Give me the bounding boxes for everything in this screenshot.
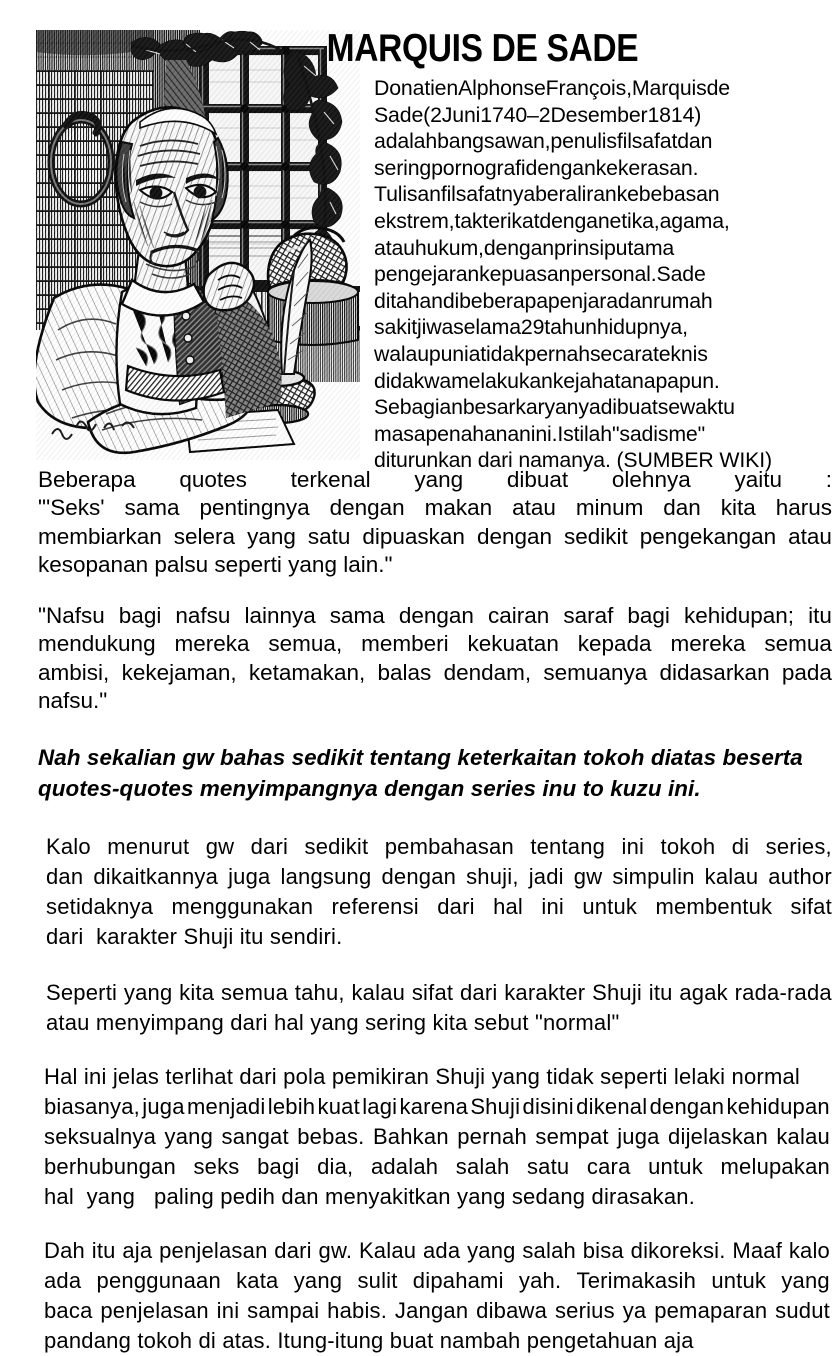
intro-line: DonatienAlphonseFrançois,Marquisde [374, 76, 730, 100]
body-paragraph-three [38, 1062, 832, 1212]
intro-line: Sade(2Juni1740–2Desember1814) [374, 102, 702, 127]
body-four-line: pandang tokoh di atas. Itung-itung buat nambah pengetahuan aja [44, 1328, 694, 1353]
intro-line: sakitjiwaselama29tahunhidupnya, [374, 315, 688, 340]
body-one-line: dan dikaitkannya juga langsung dengan shuji, jadi gw simpulin kalau author [46, 864, 832, 889]
body-three-line: seksualnya yang sangat bebas. Bahkan pernah sempat juga dijelaskan kalau [44, 1124, 830, 1149]
intro-line: didakwamelakukankejahatanapapun. [374, 368, 720, 393]
body-four-line: ada penggunaan kata yang sulit dipahami yah. Terimakasih untuk yang [44, 1268, 830, 1293]
intro-line: masapenahananini.Istilah"sadisme" [374, 421, 706, 446]
page-title: MARQUIS DE SADE [326, 27, 639, 70]
quotes-intro-line: "'Seks' sama pentingnya dengan makan atau minum dan kita harus [38, 495, 832, 521]
body-one-line: dari karakter Shuji itu sendiri. [46, 924, 343, 949]
body-three-line: Hal ini jelas terlihat dari pola pemikiran Shuji yang tidak seperti lelaki normal [44, 1064, 801, 1089]
body-three-line: berhubungan seks bagi dia, adalah salah satu cara untuk melupakan [44, 1154, 830, 1179]
intro-line: ekstrem,takterikatdenganetika,agama, [374, 208, 730, 233]
quote-two-block [38, 602, 832, 716]
body-three-line: biasanya, juga menjadi lebih kuat lagi karena Shuji disini dikenal dengan kehidupan [44, 1094, 830, 1119]
body-paragraph-one [38, 832, 832, 952]
intro-line: atauhukum,denganprinsiputama [374, 235, 675, 260]
body-four-line: baca penjelasan ini sampai habis. Jangan dibawa serius ya pemaparan sudut [44, 1298, 830, 1323]
intro-line: pengejarankepuasanpersonal.Sade [374, 262, 706, 287]
author-note-block [38, 742, 832, 804]
quotes-intro-block [38, 466, 832, 580]
quote-two-line: nafsu." [38, 688, 108, 714]
quotes-intro-line: membiarkan selera yang satu dipuaskan dengan sedikit pengekangan atau [38, 523, 832, 549]
intro-line: Sebagianbesarkaryanyadibuatsewaktu [374, 395, 735, 420]
quote-two-line: ambisi, kekejaman, ketamakan, balas dendam, semuanya didasarkan pada [38, 659, 832, 685]
body-two-line: atau menyimpang dari hal yang sering kita sebut "normal" [46, 1010, 620, 1035]
body-three-line: hal yang paling pedih dan menyakitkan yang sedang dirasakan. [44, 1184, 696, 1209]
quotes-intro-line: Beberapa quotes terkenal yang dibuat olehnya yaitu : [38, 467, 832, 492]
body-two-line: Seperti yang kita semua tahu, kalau sifat dari karakter Shuji itu agak rada-rada [46, 980, 832, 1005]
quote-two-line: "Nafsu bagi nafsu lainnya sama dengan cairan saraf bagi kehidupan; itu [38, 602, 832, 628]
author-note-line: quotes-quotes menyimpangnya dengan series inu to kuzu ini. [38, 776, 701, 801]
body-one-line: setidaknya menggunakan referensi dari hal ini untuk membentuk sifat [46, 894, 832, 919]
intro-line: diturunkan dari namanya. (SUMBER WIKI) [374, 448, 772, 473]
author-note-line: Nah sekalian gw bahas sedikit tentang keterkaitan tokoh diatas beserta [38, 745, 803, 770]
intro-line: ditahandibeberapapenjaradanrumah [374, 288, 713, 313]
marquis-de-sade-engraving-image [36, 30, 360, 460]
quote-two-line: mendukung mereka semua, memberi kekuatan kepada mereka semua [38, 631, 832, 657]
quotes-intro-line: kesopanan palsu seperti yang lain." [38, 552, 393, 578]
intro-line: walaupuniatidakpernahsecarateknis [374, 341, 708, 366]
body-section [38, 466, 832, 1356]
body-one-line: Kalo menurut gw dari sedikit pembahasan tentang ini tokoh di series, [46, 834, 832, 859]
body-paragraph-two [38, 978, 832, 1038]
body-paragraph-four [38, 1236, 832, 1356]
intro-line: Tulisanfilsafatnyaberalirankebebasan [374, 182, 720, 207]
header-section [36, 28, 836, 474]
intro-line: adalahbangsawan,penulisfilsafatdan [374, 129, 713, 154]
intro-line: seringpornografidengankekerasan. [374, 155, 699, 180]
body-four-line: Dah itu aja penjelasan dari gw. Kalau ada yang salah bisa dikoreksi. Maaf kalo [44, 1238, 830, 1263]
